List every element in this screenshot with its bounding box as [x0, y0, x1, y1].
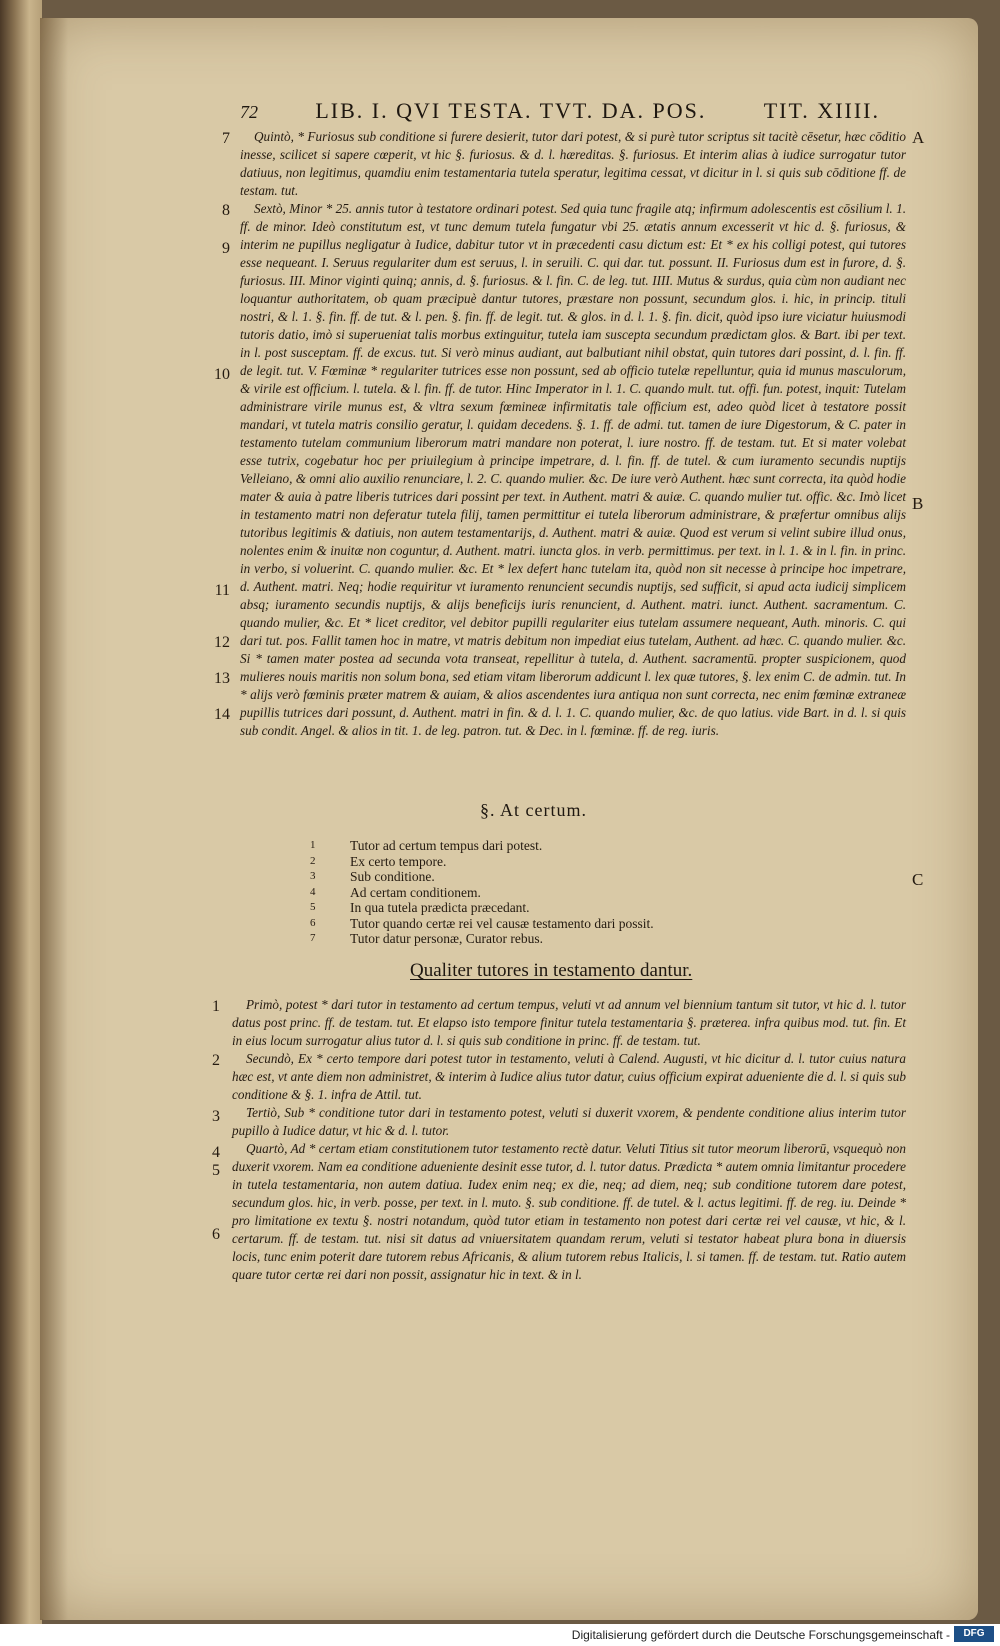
margin-number: 10 [214, 366, 230, 383]
margin-number: 8 [222, 202, 230, 219]
margin-number: 5 [212, 1162, 220, 1179]
paragraph: Primò, potest * dari tutor in testamento ad certum tempus, veluti vt ad annum vel biennium tantum sit tutor, vt hic d. l. tutor datus post princ. ff. de testam. tut. Et elapso isto tempore finitur tutela testamentaria §. præterea. infra quibus mod. tut. fin. Et in eius locum surrogatur alius tutor d. l. si quis sub conditione in princ. ff. de testam. tut. [232, 997, 906, 1048]
dfg-logo: DFG [954, 1626, 994, 1642]
list-item: 1 Tutor ad certum tempus dari potest. [310, 838, 543, 853]
section-heading: §. At certum. [480, 800, 587, 820]
commentary-text-top [240, 128, 906, 740]
margin-number: 12 [214, 634, 230, 651]
running-header [240, 98, 880, 124]
list-item: 6 Tutor quando certæ rei vel causæ testamento dari possit. [310, 915, 654, 931]
title-number: TIT. XIIII. [763, 98, 880, 123]
list-item: 4 Ad certam conditionem. [310, 884, 481, 900]
margin-number: 9 [222, 240, 230, 257]
margin-letter-b: B [912, 494, 924, 513]
running-title: LIB. I. QVI TESTA. TVT. DA. POS. [315, 98, 707, 123]
margin-number: 6 [212, 1226, 220, 1243]
margin-letter-a: A [912, 128, 925, 147]
section-subtitle: Qualiter tutores in testamento dantur. [410, 960, 693, 981]
page-number: 72 [240, 102, 258, 122]
list-item: 7 Tutor datur personæ, Curator rebus. [310, 931, 543, 946]
margin-number: 1 [212, 998, 220, 1015]
margin-number: 3 [212, 1108, 220, 1125]
margin-number: 11 [214, 582, 230, 599]
digitization-credit: Digitalisierung gefördert durch die Deutsche Forschungsgemeinschaft - [571, 1628, 950, 1642]
paragraph: Quintò, * Furiosus sub conditione si furere desierit, tutor dari potest, & si purè tutor scriptus sit tacitè cēsetur, hæc cōditio inesse, scilicet si sapere cœperit, vt hic §. furiosus. & d. l. hæreditas. §. furiosus. Et interim alias à iudice surrogatur tutor datiuus, non legitimus, quamdiu enim testamentaria tutela speratur, legitima cessat, vt dicitur in l. si quis sub cōditione ff. de testam. tut. [240, 129, 906, 198]
paragraph: Secundò, Ex * certo tempore dari potest tutor in testamento, veluti à Calend. Augusti, vt hic dicitur d. l. tutor cuius natura hæc est, vt ante diem non administret, & interim à Iudice alius tutor datur, cuius officium expirat adueniente die d. l. si quis sub conditione & §. 1. infra de Attil. tut. [232, 1051, 906, 1102]
paragraph: Sextò, Minor * 25. annis tutor à testatore ordinari potest. Sed quia tunc fragile atq; infirmum adolescentis est cōsilium l. 1. ff. de minor. Ideò constitutum est, vt tunc demum tutela fungatur vbi 25. ætatis annum excesserit vt hic d. §. furiosus, & interim ne pupillus negligatur à Iudice, dabitur tutor vt in præcedenti casu dictum est: Et * ex his colligi potest, qui tutores esse nequeant. I. Seruus regulariter dum est seruus, l. in seruili. C. qui dar. tut. possunt. II. Furiosus dum est in furore, d. §. furiosus. III. Minor viginti quinq; annis, d. §. furiosus. & l. fin. C. de leg. tut. IIII. Mutus & surdus, quia cùm non audiant nec loquantur authoritatem, ob quam præcipuè dantur tutores, præstare non possunt, secundum glos. i. hic, in princip. tituli nostri, & l. 1. §. fin. ff. de tut. & l. pen. §. fin. ff. de legit. tut. & glos. in d. l. 1. §. fin. dicit, quòd ipso iure viciatur huiusmodi tutoris datio, imò si superueniat talis morbus extinguitur, tutela iam susceptа secundum prædictam glos. & Bart. ibi per text. in l. post susceptam. ff. de excus. tut. Si verò minus audiant, aut balbutiant nihil obstat, quin tutores dari possint, d. l. fin. ff. de legit. tut. V. Fœminæ * regulariter tutrices esse non possunt, sed ab officio tutelæ repelluntur, quia id munus masculorum, & virile est officium. l. tutela. & l. fin. ff. de tutor. Hinc Imperator in l. 1. C. quando mult. tut. offi. fun. potest, inquit: Tutelam administrare virile munus est, & vltra sexum fœmineæ infirmitatis tale officium est, adeo quòd licet à testatore possit mandari, vt tutela matris consilio geratur, l. quidam decedens. §. 1. ff. de admi. tut. tamen de iure Digestorum, & C. pater in testamento tutelam communium liberorum matri mandare non poterat, l. iure nostro. ff. de testam. tut. Et si mater volebat esse tutrix, cogebatur hoc per priuilegium à principe impetrare, d. l. fin. ff. de tutel. & cum iuramento secundis nuptijs Velleiano, & omni alio auxilio renunciare, l. 2. C. quando mulier. &c. De iure verò Authent. hæc sunt correcta, ita quòd hodie mater & auia à patre liberis tutrices dari possint per text. in Authent. matri & auiæ. C. quando mulier tut. offic. &c. Imò licet in testamento matri non deferatur tutela filij, tamen permittitur ei tutela liberorum administrare, & præfertur omnibus alijs tutoribus legitimis & datiuis, non autem testamentarijs, d. Authent. matri & auiæ. Quod est verum si velint subire illud onus, nolentes enim & inuitæ non coguntur, d. Authent. matri. iuncta glos. in verb. permittimus. per text. in l. 1. & in l. fin. in princ. in verbo, si voluerint. C. quando mulier. &c. Et * lex defert hanc tutelam ita, quòd non sit necesse à principe hoc impetrare, d. Authent. matri. Neq; hodie requiritur vt iuramento renuncient secundis nuptijs, sed sufficit, si apud acta iudicij simplicem absq; iuramento secundis nuptijs, & alijs beneficijs iuris renuncient, d. Authent. matri. iunct. Authent. sacramentum. C. quando mulier, &c. Et * licet creditor, vel debitor pupilli regulariter eius tutelam assumere nequeant, Auth. minoris. C. qui dari tut. pos. Fallit tamen hoc in matre, vt matris debitum non impediat eius tutelam, Authent. ad hæc. C. quando mulier. &c. Si * tamen mater postea ad secunda vota transeat, repellitur à tutela, d. Authent. sacramentū. propter suspicionem, quod mulieres nouis maritis non solum bona, sed etiam vitam liberorum addicunt l. lex quæ tutores, §. lex enim C. de admin. tut. In * alijs verò fœminis præter matrem & auiam, & alios ascendentes iura antiqua non sunt correcta, nec enim fœminæ extraneæ pupillis tutrices dari possunt, d. Authent. matri in fin. & d. l. 1. C. quando mulier, &c. de quo latius. vide Bart. in d. l. si quis sub condit. Angel. & alios in tit. 1. de leg. patron. tut. & Dec. in l. fœminæ. ff. de reg. iuris. [240, 201, 906, 738]
page-gutter [40, 18, 68, 1620]
margin-number: 13 [214, 670, 230, 687]
list-item: 5 In qua tutela prædicta præcedant. [310, 900, 530, 915]
margin-number: 2 [212, 1052, 220, 1069]
margin-number: 14 [214, 706, 230, 723]
paragraph: Tertiò, Sub * conditione tutor dari in testamento potest, veluti si duxerit vxorem, & pendente conditione alius interim tutor pupillo à Iudice datur, vt hic & d. l. tutor. [232, 1105, 906, 1138]
summary-list [310, 838, 654, 947]
book-edge [0, 0, 42, 1646]
margin-letter-c: C [912, 870, 924, 889]
paragraph: Quartò, Ad * certam etiam constitutionem tutor testamento rectè datur. Veluti Titius sit tutor meorum liberorū, vsquequò non duxerit vxorem. Nam ea conditione adueniente desinit esse tutor, d. l. tutor datus. Prædicta * autem omnia limitantur procedere in tutela testamentaria, non autem datiua. Iudex enim neq; ex die, neq; ad diem, neq; sub conditione tutorem dare potest, secundum glos. hic, in verb. posse, per text. in l. muto. §. sub conditione. ff. de tutel. & l. actus legitimi. ff. de reg. iu. Deinde * pro limitatione ex textu §. nostri notandum, quòd tutor etiam in testamento non potest dari certæ rei vel causæ, vt hic, & l. certarum. ff. de testam. tut. nisi sit datus ad vniuersitatem quandam rerum, veluti si testator habeat plura bona in diuersis locis, tunc enim poterit dare tutorem rebus Africanis, & alium tutorem rebus Italicis, l. si tamen. ff. de testam. tut. Ratio autem quare tutor certæ rei dari non possit, assignatur hic in text. & in l. [232, 1141, 906, 1282]
list-item: 3 Sub conditione. [310, 869, 435, 884]
margin-number: 7 [222, 130, 230, 147]
list-item: 2 Ex certo tempore. [310, 853, 447, 869]
commentary-text-bottom [232, 996, 906, 1284]
margin-number: 4 [212, 1144, 220, 1161]
